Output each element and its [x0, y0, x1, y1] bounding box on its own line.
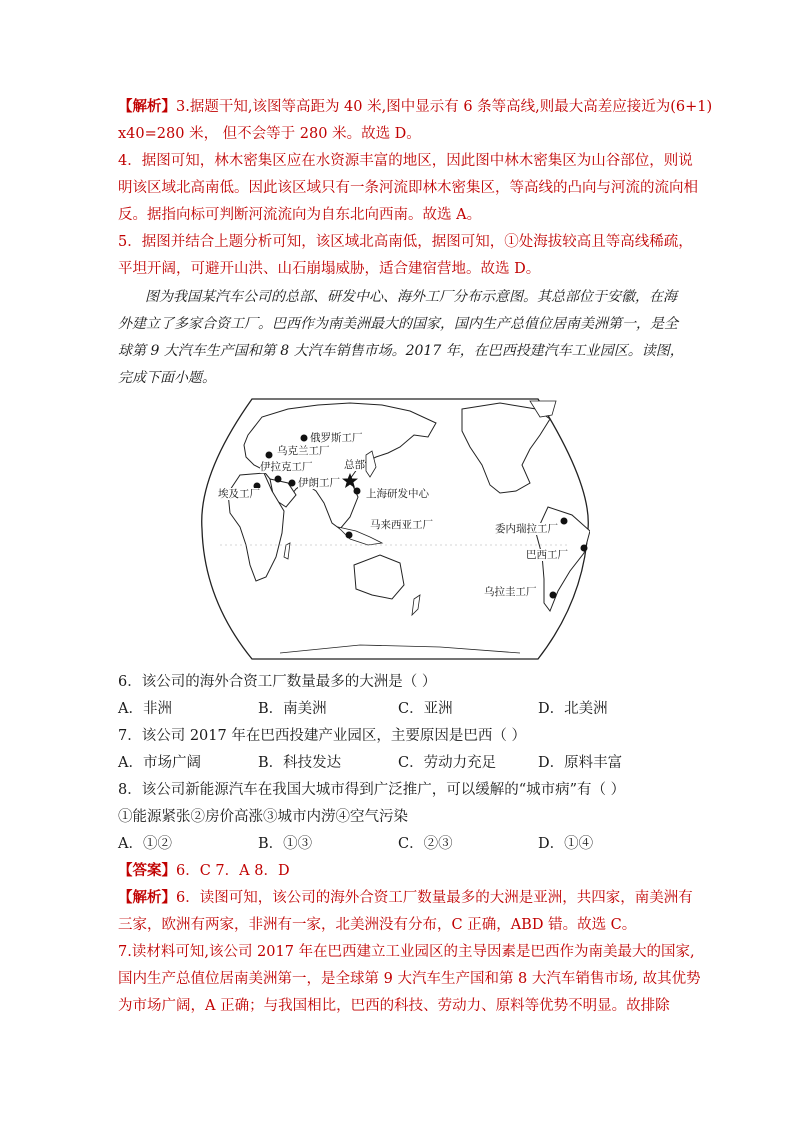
brazil-factory-dot [581, 545, 588, 552]
analysis-q7-line1: 7.读材料可知,该公司 2017 年在巴西建立工业园区的主导因素是巴西作为南美最大的国家, [118, 944, 695, 960]
q7-option-a: A．市场广阔 [118, 755, 201, 771]
question-6-stem: 6．该公司的海外合资工厂数量最多的大洲是（ ） [118, 674, 437, 690]
q7-option-d: D．原料丰富 [538, 755, 623, 771]
iran-factory-dot [289, 480, 296, 487]
russia-factory-dot [301, 435, 308, 442]
q8-option-a: A．①② [118, 836, 172, 852]
analysis-q3-line1: 【解析】3.据题干知,该图等高距为 40 米,图中显示有 6 条等高线,则最大高差应接近为(6+1) [118, 98, 713, 115]
analysis-q4-line2: 明该区域北高南低。因此该区域只有一条河流即林木密集区，等高线的凸向与河流的流向相 [118, 180, 698, 196]
question-8-items: ①能源紧张②房价高涨③城市内涝④空气污染 [118, 809, 408, 825]
material-line4: 完成下面小题。 [118, 370, 216, 386]
material-line3: 球第 9 大汽车生产国和第 8 大汽车销售市场。2017 年，在巴西投建汽车工业园区。读图， [118, 343, 684, 359]
label-hq: 总部 [344, 459, 365, 471]
material-line2: 外建立了多家合资工厂。巴西作为南美洲最大的国家，国内生产总值位居南美洲第一，是全 [118, 316, 678, 332]
analysis-q6-line2: 三家，欧洲有两家，非洲有一家，北美洲没有分布，C 正确，ABD 错。故选 C。 [118, 917, 637, 933]
world-map [200, 395, 590, 663]
malaysia-factory-dot [346, 532, 353, 539]
q8-option-d: D．①④ [538, 836, 594, 852]
analysis-q4-line3: 反。据指向标可判断河流流向为自东北向西南。故选 A。 [118, 207, 482, 223]
analysis-q6-line1: 【解析】6．读图可知，该公司的海外合资工厂数量最多的大洲是亚洲，共四家，南美洲有 [118, 889, 693, 906]
label-malaysia-factory: 马来西亚工厂 [370, 519, 433, 531]
label-russia-factory: 俄罗斯工厂 [310, 432, 363, 444]
label-iraq-factory: 伊拉克工厂 [260, 461, 313, 473]
ukraine-factory-dot [266, 452, 273, 459]
shanghai-rnd-dot [354, 488, 361, 495]
label-shanghai-rnd: 上海研发中心 [366, 488, 429, 500]
q7-option-b: B．科技发达 [258, 755, 342, 771]
uruguay-factory-dot [550, 592, 557, 599]
analysis-q5-line2: 平坦开阔，可避开山洪、山石崩塌威胁，适合建宿营地。故选 D。 [118, 261, 541, 277]
answer-tag: 【答案】 [118, 862, 176, 879]
question-7-stem: 7．该公司 2017 年在巴西投建产业园区，主要原因是巴西（ ） [118, 728, 526, 744]
label-uruguay-factory: 乌拉圭工厂 [484, 586, 537, 598]
material-line1: 图为我国某汽车公司的总部、研发中心、海外工厂分布示意图。其总部位于安徽，在海 [145, 289, 677, 305]
venezuela-factory-dot [561, 518, 568, 525]
label-egypt-factory: 埃及工厂 [218, 488, 260, 500]
q6-option-b: B．南美洲 [258, 701, 327, 717]
label-venezuela-factory: 委内瑞拉工厂 [495, 523, 558, 535]
q6-option-c: C．亚洲 [398, 701, 453, 717]
label-brazil-factory: 巴西工厂 [526, 549, 568, 561]
analysis-q4-line1: 4．据图可知，林木密集区应在水资源丰富的地区，因此图中林木密集区为山谷部位，则说 [118, 153, 693, 169]
label-iran-factory: 伊朗工厂 [298, 477, 340, 489]
analysis-tag: 【解析】 [118, 98, 176, 115]
answer-line [118, 861, 290, 881]
q8-option-b: B．①③ [258, 836, 313, 852]
label-ukraine-factory: 乌克兰工厂 [277, 445, 330, 457]
analysis-q7-line2: 国内生产总值位居南美洲第一，是全球第 9 大汽车生产国和第 8 大汽车销售市场, 故其优势 [118, 971, 701, 987]
iraq-factory-dot [275, 476, 282, 483]
q7-option-c: C．劳动力充足 [398, 755, 497, 771]
analysis-q5-line1: 5．据图并结合上题分析可知，该区域北高南低，据图可知，①处海拔较高且等高线稀疏， [118, 234, 693, 250]
analysis-q3-line2: x40=280 米， 但不会等于 280 米。故选 D。 [118, 126, 421, 142]
analysis-q7-line3: 为市场广阔，A 正确；与我国相比，巴西的科技、劳动力、原料等优势不明显。故排除 [118, 998, 670, 1014]
analysis-tag-2: 【解析】 [118, 889, 176, 906]
answer-text: 6．C 7．A 8．D [176, 863, 290, 879]
question-8-stem: 8．该公司新能源汽车在我国大城市得到广泛推广，可以缓解的“城市病”有（ ） [118, 782, 626, 798]
q6-option-d: D．北美洲 [538, 701, 608, 717]
q6-option-a: A．非洲 [118, 701, 172, 717]
q8-option-c: C．②③ [398, 836, 453, 852]
